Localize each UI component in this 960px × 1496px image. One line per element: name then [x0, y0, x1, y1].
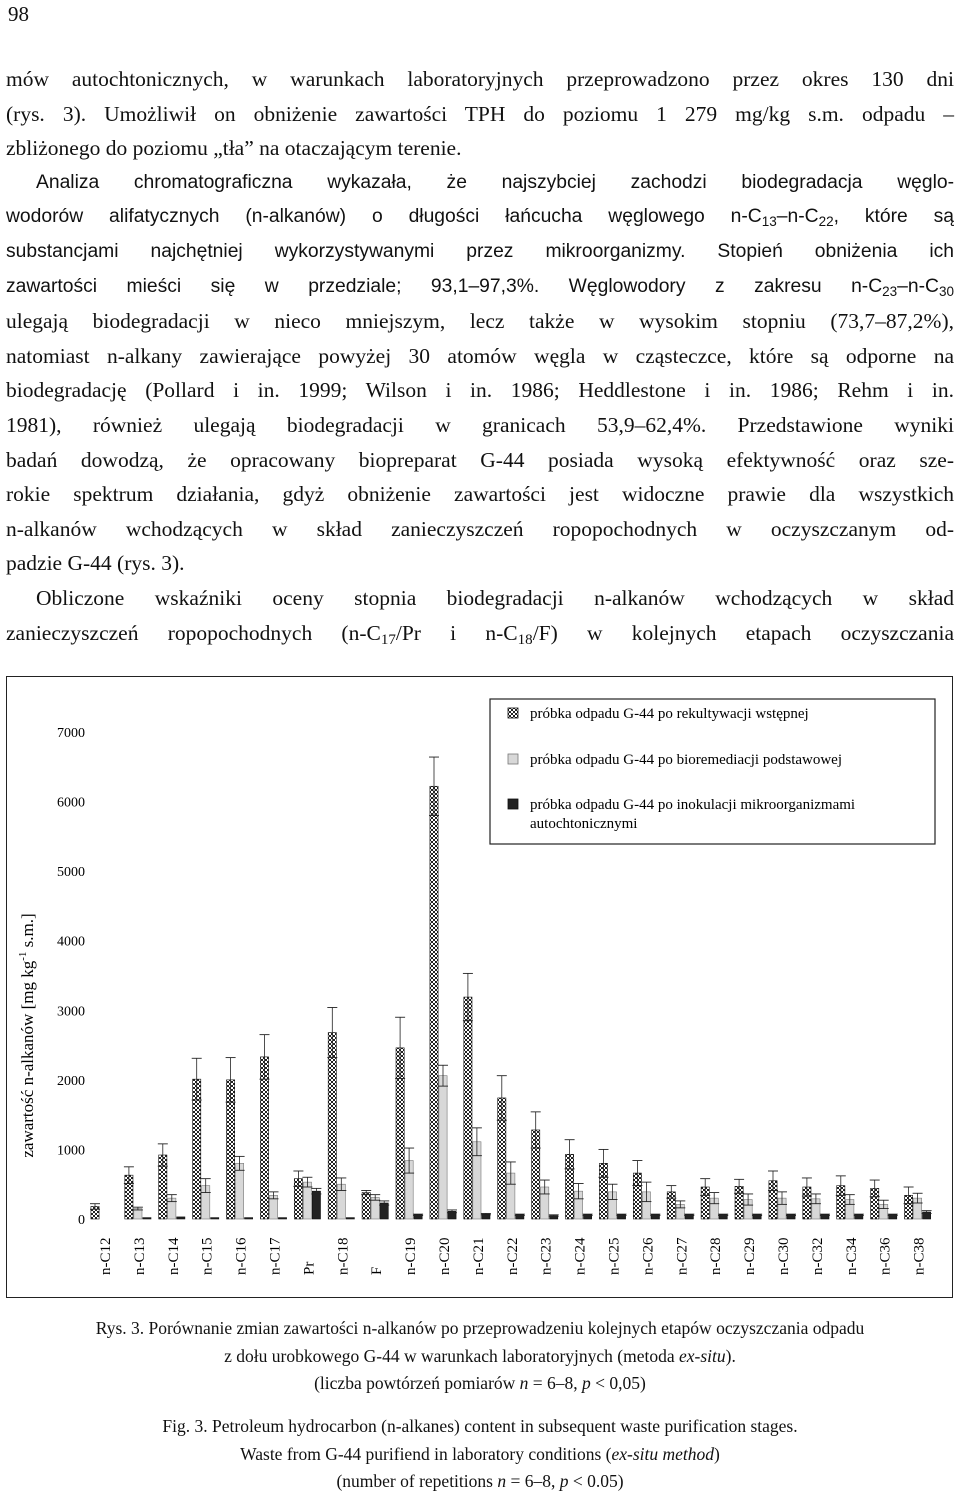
bar-series-2: [303, 1182, 311, 1219]
bar-series-2: [371, 1197, 379, 1219]
caption-line: Fig. 3. Petroleum hydrocarbon (n-alkanes) content in subsequent waste purification stages.: [162, 1416, 798, 1436]
x-tick-label: n-C30: [776, 1237, 792, 1275]
bar-series-1: [362, 1193, 370, 1219]
bar-series-3: [211, 1218, 219, 1219]
legend-label: autochtonicznymi: [530, 816, 638, 832]
x-tick-label: n-C20: [437, 1237, 453, 1275]
text-line: zbliżonego do poziomu „tła” na otaczającym terenie.: [6, 136, 462, 161]
text-run: –n-C: [776, 206, 819, 228]
text-run: –n-C: [897, 275, 939, 297]
legend-label: próbka odpadu G-44 po rekultywacji wstępnej: [530, 706, 809, 722]
subscript: 22: [818, 214, 834, 230]
text-run: zawartości mieści się w przedziale; 93,1–97,3%. Węglowodory z zakresu n-C: [6, 275, 883, 297]
x-tick-label: n-C23: [538, 1237, 555, 1275]
x-tick-label: n-C24: [572, 1237, 589, 1275]
x-tick-label: n-C34: [843, 1237, 860, 1275]
text-run: = 6–8,: [506, 1471, 560, 1491]
legend-label: próbka odpadu G-44 po bioremediacji podstawowej: [530, 752, 843, 768]
y-tick-label: 5000: [57, 865, 85, 881]
legend-swatch: [508, 708, 518, 718]
text-run: /F) w kolejnych etapach oczyszczania: [532, 620, 954, 645]
y-tick-label: 2000: [57, 1073, 85, 1089]
paragraph-1: [6, 62, 954, 166]
y-tick-label: 0: [78, 1213, 85, 1228]
text-line: [6, 270, 954, 305]
text-run: Waste from G-44 purifiend in laboratory conditions (: [240, 1443, 612, 1464]
x-tick-label: n-C19: [403, 1237, 420, 1275]
text-line: ulegają biodegradacji w nieco mniejszym, lecz także w wysokim stopniu (73,7–87,2%),: [6, 309, 954, 334]
caption-line: [0, 1343, 960, 1371]
caption-line: [0, 1468, 960, 1496]
italic-run: n: [497, 1471, 507, 1491]
text-run: , które są: [833, 206, 954, 228]
text-line: n-alkanów wchodzących w skład zanieczyszczeń ropopochodnych w oczyszczanym od-: [6, 516, 954, 541]
bar-chart: [7, 677, 951, 1296]
text-run: = 6–8,: [528, 1373, 583, 1393]
legend-swatch: [508, 799, 518, 809]
bar-series-3: [278, 1218, 286, 1219]
paragraph-3: [6, 581, 954, 650]
x-tick-label: n-C16: [233, 1237, 250, 1275]
y-tick-label: 4000: [57, 934, 85, 950]
bar-series-3: [143, 1218, 151, 1219]
subscript: 13: [761, 214, 777, 230]
italic-run: p: [582, 1373, 591, 1393]
text-line: rokie spektrum działania, gdyż obniżenie zawartości jest widoczne prawie dla wszystkich: [6, 482, 954, 507]
x-tick-label: n-C29: [742, 1237, 759, 1275]
text-line: [6, 616, 954, 651]
x-tick-label: n-C17: [267, 1237, 284, 1275]
text-run: z dołu urobkowego G-44 w warunkach laboratoryjnych (metoda: [224, 1345, 679, 1366]
italic-run: ex-situ: [679, 1345, 726, 1366]
x-tick-label: n-C21: [470, 1237, 487, 1275]
x-tick-label: n-C26: [640, 1237, 657, 1275]
x-tick-label: Pr: [301, 1261, 318, 1275]
italic-run: p: [559, 1471, 569, 1491]
subscript: 23: [882, 283, 898, 299]
text-line: [6, 200, 954, 235]
x-tick-label: n-C22: [504, 1237, 521, 1275]
italic-run: n: [519, 1373, 529, 1393]
figure-frame: [6, 676, 953, 1298]
text-run: < 0.05): [568, 1471, 624, 1491]
caption-line: [0, 1441, 960, 1469]
paragraph-2-cont: [6, 304, 954, 581]
text-line: (rys. 3). Umożliwił on obniżenie zawartości TPH do poziomu 1 279 mg/kg s.m. odpadu –: [6, 101, 954, 126]
text-run: wodorów alifatycznych (n-alkanów) o długości łańcucha węglowego n-C: [6, 206, 762, 228]
x-tick-label: n-C13: [131, 1237, 148, 1275]
subscript: 17: [380, 631, 396, 648]
bar-series-3: [245, 1218, 253, 1219]
y-tick-label: 7000: [57, 726, 85, 741]
page-number: 98: [8, 2, 29, 26]
subscript: 30: [938, 283, 954, 299]
legend-label: próbka odpadu G-44 po inokulacji mikroorganizmami: [530, 797, 856, 813]
x-tick-label: n-C14: [165, 1237, 182, 1275]
y-tick-label: 6000: [57, 795, 85, 811]
italic-run: ex-situ method: [611, 1443, 715, 1464]
x-tick-label: n-C18: [335, 1237, 352, 1275]
bar-series-2: [439, 1076, 447, 1219]
x-tick-label: n-C12: [98, 1237, 114, 1275]
y-axis-label-part: zawartość n-alkanów [mg kg: [18, 960, 37, 1158]
text-line: Obliczone wskaźniki oceny stopnia biodegradacji n-alkanów wchodzących w skład: [36, 585, 954, 610]
x-tick-label: n-C38: [911, 1237, 928, 1275]
x-tick-label: n-C15: [199, 1237, 216, 1275]
body-text: [6, 62, 954, 650]
text-line: badań dowodzą, że opracowany biopreparat G-44 posiada wysoką efektywność oraz sze-: [6, 447, 954, 472]
bar-series-1: [464, 997, 472, 1219]
text-line: 1981), również ulegają biodegradacji w granicach 53,9–62,4%. Przedstawione wyniki: [6, 412, 954, 437]
text-line: mów autochtonicznych, w warunkach laboratoryjnych przeprowadzono przez okres 130 dni: [6, 67, 954, 91]
paragraph-2: [6, 166, 954, 304]
y-axis-label-part: s.m.]: [18, 913, 37, 952]
x-tick-label: n-C32: [809, 1237, 826, 1275]
x-tick-label: n-C28: [708, 1237, 725, 1275]
text-run: (liczba powtórzeń pomiarów: [314, 1373, 520, 1393]
caption-pl: [0, 1315, 960, 1398]
x-tick-label: n-C36: [877, 1237, 894, 1275]
bar-series-3: [177, 1217, 185, 1219]
text-run: < 0,05): [590, 1373, 646, 1393]
text-run: ).: [725, 1345, 736, 1366]
bar-series-2: [236, 1163, 244, 1219]
text-run: /Pr i n-C: [395, 620, 518, 645]
y-axis-label-superscript: -1: [17, 951, 29, 961]
bar-series-3: [346, 1218, 354, 1219]
text-line: padzie G-44 (rys. 3).: [6, 551, 185, 576]
text-run: zanieczyszczeń ropopochodnych (n-C: [6, 620, 381, 645]
bar-series-1: [328, 1033, 336, 1219]
y-tick-label: 3000: [57, 1004, 85, 1020]
text-line: Analiza chromatograficzna wykazała, że najszybciej zachodzi biodegradacja węglo-: [36, 171, 954, 193]
caption-en: [0, 1413, 960, 1496]
subscript: 18: [517, 631, 533, 648]
bar-series-1: [430, 786, 438, 1219]
text-line: natomiast n-alkany zawierające powyżej 30 atomów węgla w cząsteczce, które są odporne na: [6, 343, 954, 368]
x-tick-label: n-C25: [606, 1237, 623, 1275]
y-axis-label: [17, 913, 37, 1157]
text-run: (number of repetitions: [336, 1471, 498, 1491]
caption-line: Rys. 3. Porównanie zmian zawartości n-alkanów po przeprowadzeniu kolejnych etapów oczyszczania odpadu: [95, 1318, 865, 1338]
x-tick-label: n-C27: [674, 1237, 691, 1275]
text-line: substancjami najchętniej wykorzystywanymi przez mikroorganizmy. Stopień obniżenia ich: [6, 240, 954, 262]
text-line: biodegradację (Pollard i in. 1999; Wilson i in. 1986; Heddlestone i in. 1986; Rehm i in.: [6, 378, 954, 403]
y-tick-label: 1000: [57, 1143, 85, 1159]
legend-swatch: [508, 754, 518, 764]
caption-line: [0, 1370, 960, 1398]
text-run: ): [714, 1443, 720, 1464]
x-tick-label: F: [369, 1266, 386, 1275]
bar-series-1: [260, 1057, 268, 1219]
bar-series-3: [312, 1191, 320, 1219]
